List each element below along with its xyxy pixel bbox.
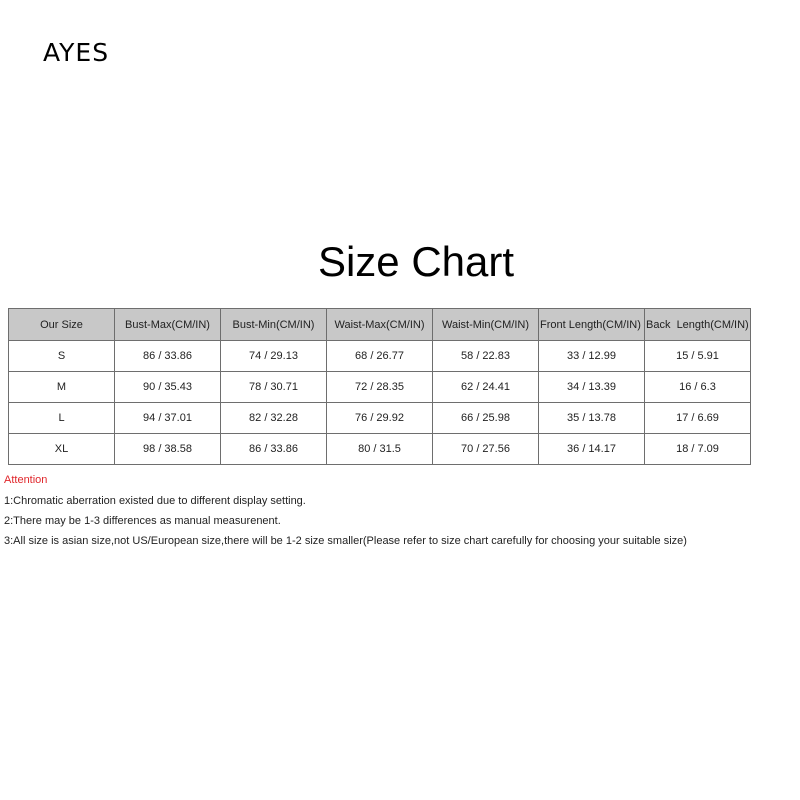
column-header-front-length: Front Length(CM/IN): [539, 309, 645, 341]
size-cell: L: [9, 403, 115, 434]
front-length-cell: 35 / 13.78: [539, 403, 645, 434]
table-header-row: [9, 309, 751, 341]
waist-min-cell: 62 / 24.41: [433, 372, 539, 403]
table-row: [9, 341, 751, 372]
bust-max-cell: 98 / 38.58: [115, 434, 221, 465]
waist-max-cell: 80 / 31.5: [327, 434, 433, 465]
bust-max-cell: 86 / 33.86: [115, 341, 221, 372]
attention-heading: Attention: [4, 474, 48, 486]
table-row: [9, 403, 751, 434]
front-length-cell: 34 / 13.39: [539, 372, 645, 403]
column-header-bust-min: Bust-Min(CM/IN): [221, 309, 327, 341]
note-item: 2:There may be 1-3 differences as manual measurenent.: [4, 515, 281, 527]
column-header-bust-max: Bust-Max(CM/IN): [115, 309, 221, 341]
bust-max-cell: 94 / 37.01: [115, 403, 221, 434]
column-header-waist-max: Waist-Max(CM/IN): [327, 309, 433, 341]
waist-min-cell: 70 / 27.56: [433, 434, 539, 465]
table-row: [9, 434, 751, 465]
waist-max-cell: 76 / 29.92: [327, 403, 433, 434]
bust-min-cell: 86 / 33.86: [221, 434, 327, 465]
back-length-cell: 15 / 5.91: [645, 341, 751, 372]
size-cell: M: [9, 372, 115, 403]
column-header-waist-min: Waist-Min(CM/IN): [433, 309, 539, 341]
back-length-cell: 17 / 6.69: [645, 403, 751, 434]
note-item: 1:Chromatic aberration existed due to different display setting.: [4, 495, 306, 507]
bust-min-cell: 82 / 32.28: [221, 403, 327, 434]
column-header-back-length: Back Length(CM/IN): [645, 309, 751, 341]
column-header-our-size: Our Size: [9, 309, 115, 341]
front-length-cell: 33 / 12.99: [539, 341, 645, 372]
waist-min-cell: 58 / 22.83: [433, 341, 539, 372]
size-cell: XL: [9, 434, 115, 465]
bust-min-cell: 74 / 29.13: [221, 341, 327, 372]
front-length-cell: 36 / 14.17: [539, 434, 645, 465]
size-cell: S: [9, 341, 115, 372]
waist-max-cell: 68 / 26.77: [327, 341, 433, 372]
back-length-cell: 16 / 6.3: [645, 372, 751, 403]
brand-logo: AYES: [43, 38, 110, 67]
page-title: Size Chart: [317, 238, 515, 285]
waist-max-cell: 72 / 28.35: [327, 372, 433, 403]
attention-notes: [4, 473, 687, 551]
note-item: 3:All size is asian size,not US/European size,there will be 1-2 size smaller(Please refer to size chart carefully for choosing your suitable size): [4, 535, 687, 547]
bust-min-cell: 78 / 30.71: [221, 372, 327, 403]
waist-min-cell: 66 / 25.98: [433, 403, 539, 434]
back-length-cell: 18 / 7.09: [645, 434, 751, 465]
size-chart-table: [8, 308, 751, 465]
table-row: [9, 372, 751, 403]
bust-max-cell: 90 / 35.43: [115, 372, 221, 403]
